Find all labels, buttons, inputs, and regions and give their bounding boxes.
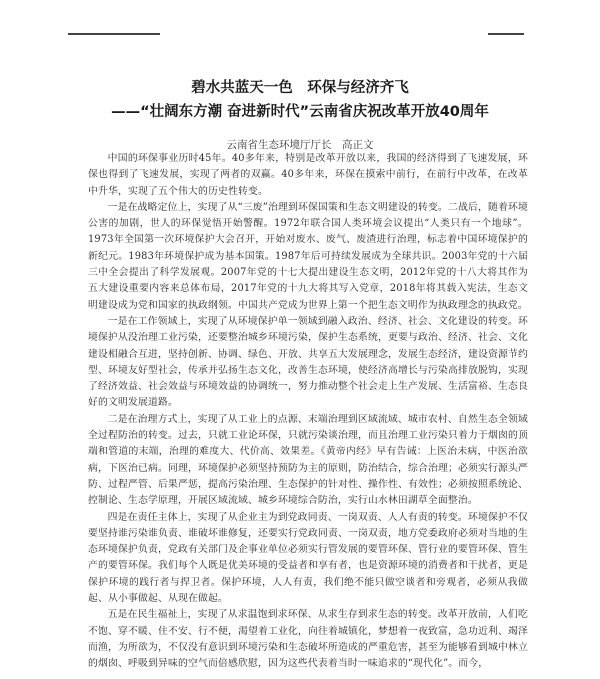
article-title: 碧水共蓝天一色 环保与经济齐飞	[191, 80, 409, 96]
paragraph-4: 四是在责任主体上，实现了从企业主为到党政同责、一岗双责、人人有责的转变。环境保护不仅要坚持谁污染谁负责、谁破坏谁修复，还要实行党政同责、一岗双责，地方党委政府必须对当地的生态环境保护负责，党政有关部门及企事业单位必须实行管发展的要管环保、管行业的要管环保、管生产的要管环保。我们每个人既是优美环境的受益者和享有者，也是资源环境的消费者和干扰者，更是保护环境的践行者与捍卫者。保护环境，人人有责，我们绝不能只做空谈者和旁观者，必须从我做起、从小事做起、从现在做起。	[88, 511, 528, 605]
paragraph-3: 二是在治理方式上，实现了从工业上的点源、末端治理到区域流域、城市农村、自然生态全领域全过程防治的转变。过去，只就工业论环保，只就污染谈治理，而且治理工业污染只着力于烟囱的顶端和管道的末端，治理的难度大、代价高、效果差。《黄帝内经》早有告诫：上医治未病，中医治欲病，下医治已病。同理，环境保护必须坚持预防为主的原则，防治结合，综合治理；必须实行源头严防、过程严管、后果严惩，提高污染治理、生态保护的针对性、操作性、有效性；必须按照系统论、控制论、生态学原理，开展区域流域、城乡环境综合防治，实行山水林田湖草全面整治。	[88, 413, 528, 507]
paragraph-1: 一是在战略定位上，实现了从“三废”治理到环保国策和生态文明建设的转变。二战后，随着环境公害的加剧，世人的环保觉悟开始警醒。1972年联合国人类环境会议提出“人类只有一个地球”。1973年全国第一次环境保护大会召开，开始对废水、废气、废渣进行治理，标志着中国环境保护的新纪元。1983年环境保护成为基本国策。1987年后可持续发展成为全球共识。2003年党的十六届三中全会提出了科学发展观。2007年党的十七大提出建设生态文明，2012年党的十八大将其作为五大建设重要内容来总体布局，2017年党的十九大将其写入党章，2018年将其载入宪法，生态文明建设成为党和国家的执政纲领。中国共产党成为世界上第一个把生态文明作为执政理念的执政党。	[88, 201, 528, 311]
article-subtitle: ——“壮阔东方潮 奋进新时代”云南省庆祝改革开放40周年	[111, 104, 489, 120]
paragraph-intro: 中国的环保事业历时45年。40多年来，特别是改革开放以来，我国的经济得到了飞速发展，环保也得到了飞速发展，实现了两者的双赢。40多年来，环保在摸索中前行，在前行中改革，在改革中升华，实现了五个伟大的历史性转变。	[88, 153, 528, 197]
paragraph-2: 一是在工作领域上，实现了从环境保护单一领域到融入政治、经济、社会、文化建设的转变。环境保护从没治理工业污染，还要整治城乡环境污染，保护生态系统，更要与政治、经济、社会、文化建设相融合互进，坚持创新、协调、绿色、开放、共享五大发展理念，发展生态经济，建设资源节约型、环境友好型社会，传承并弘扬生态文化，改善生态环境，使经济高增长与污染高排放脱钩，实现了经济效益、社会效益与环境效益的协调统一，努力推动整个社会走上生产发展、生活富裕、生态良好的文明发展道路。	[88, 315, 528, 409]
paragraph-5: 五是在民生福祉上，实现了从求温饱到求环保、从求生存到求生态的转变。改革开放前，人们吃不饱、穿不暖、住不安、行不便，渴望着工业化，向往着城镇化，梦想着一夜致富，急功近利、竭泽而渔，为所欲为，不仅没有意识到环境污染和生态破坏所造成的严重危害，甚至为能够看到城中林立的烟囱、呼吸到异味的空气而倍感欣慰，因为这些代表着当时一味追求的“现代化”。而今，	[88, 609, 528, 670]
header-rule-left	[68, 33, 160, 35]
author-line: 云南省生态环境厅厅长 高正文	[226, 139, 374, 151]
article-body	[88, 151, 528, 673]
header-rule-right	[488, 33, 524, 35]
